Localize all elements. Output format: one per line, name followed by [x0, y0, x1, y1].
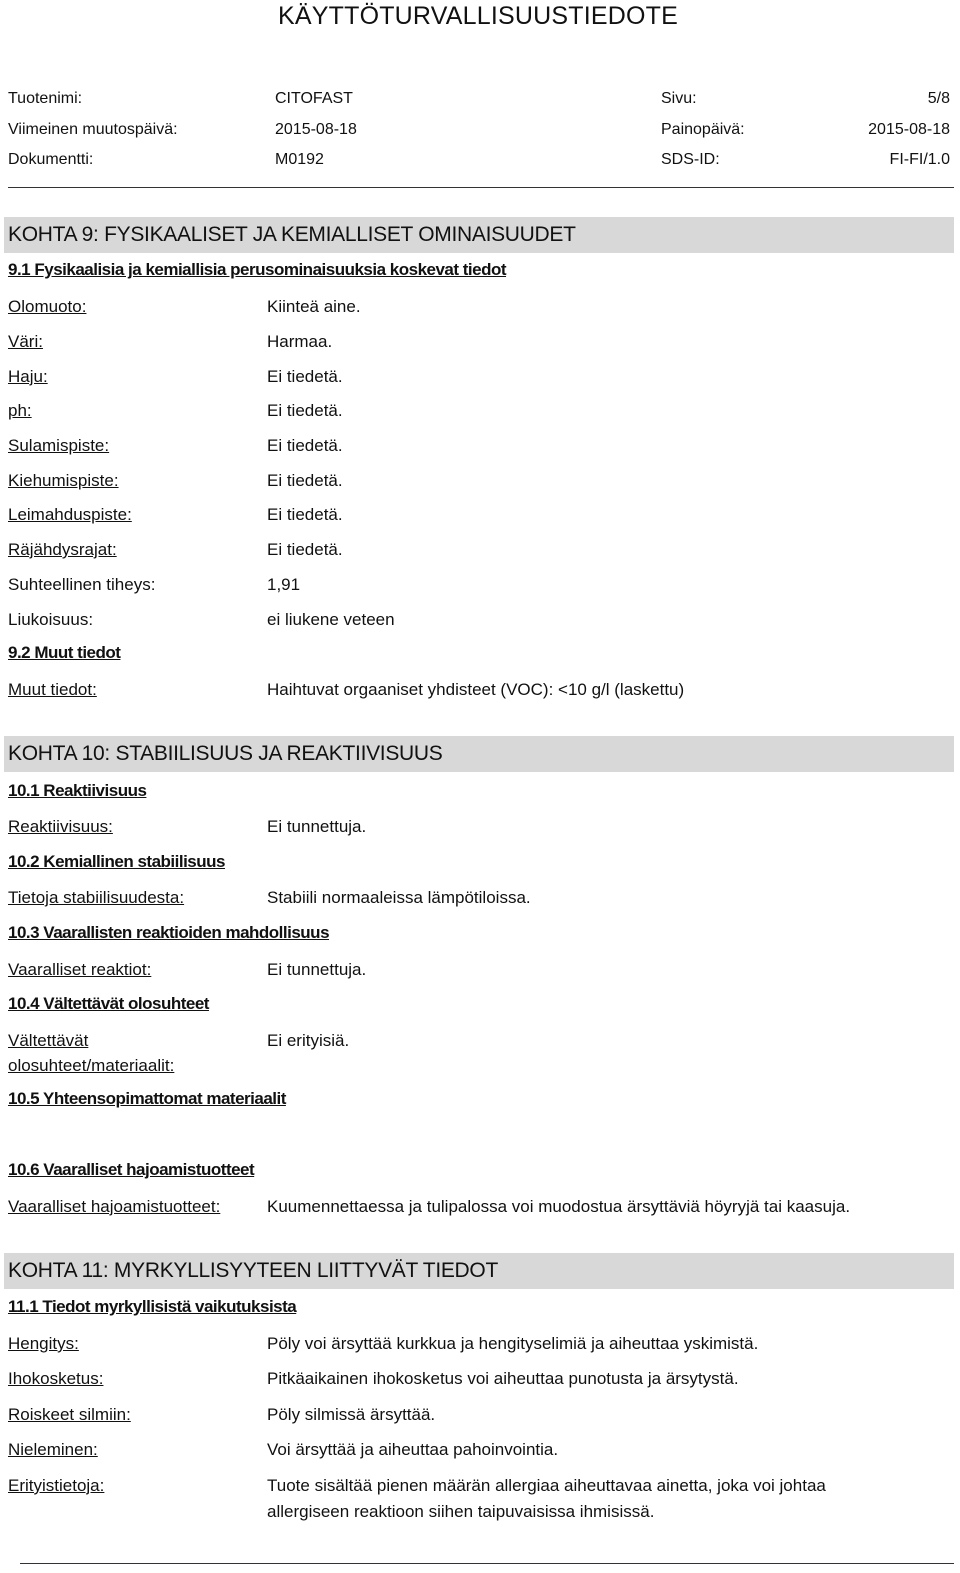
property-value: 1,91: [267, 575, 301, 594]
special-info-value-line2: allergiseen reaktioon siihen taipuvaisissa ihmisissä.: [267, 1502, 655, 1521]
exposure-value: Pöly silmissä ärsyttää.: [267, 1405, 436, 1424]
property-value: Ei tiedetä.: [267, 471, 343, 490]
page-label: Sivu:: [661, 90, 697, 107]
property-value: Ei tiedetä.: [267, 401, 343, 420]
property-value: Ei tiedetä.: [267, 436, 343, 455]
property-label: Olomuoto:: [8, 297, 87, 316]
section-9-2-title: 9.2 Muut tiedot: [8, 643, 121, 662]
property-label: ph:: [8, 401, 32, 420]
property-label: Liukoisuus:: [8, 610, 94, 629]
exposure-value: Pöly voi ärsyttää kurkkua ja hengityselimiä ja aiheuttaa yskimistä.: [267, 1334, 759, 1353]
revision-date-label: Viimeinen muutospäivä:: [8, 121, 178, 138]
stability-label: Tietoja stabiilisuudesta:: [8, 888, 185, 907]
section-10-5-title: 10.5 Yhteensopimattomat materiaalit: [8, 1089, 286, 1108]
other-info-label: Muut tiedot:: [8, 680, 97, 699]
footer-divider: [20, 1563, 954, 1564]
property-value: Ei tiedetä.: [267, 367, 343, 386]
exposure-label: Hengitys:: [8, 1334, 79, 1353]
property-label: Räjähdysrajat:: [8, 540, 117, 559]
other-info-value: Haihtuvat orgaaniset yhdisteet (VOC): <10 g/l (laskettu): [267, 680, 685, 699]
decomposition-products-value: Kuumennettaessa ja tulipalossa voi muodostua ärsyttäviä höyryjä tai kaasuja.: [267, 1197, 851, 1216]
exposure-value: Pitkäaikainen ihokosketus voi aiheuttaa punotusta ja ärsytystä.: [267, 1369, 739, 1388]
section-9-1-title: 9.1 Fysikaalisia ja kemiallisia perusominaisuuksia koskevat tiedot: [8, 260, 507, 279]
exposure-label: Nieleminen:: [8, 1440, 98, 1459]
conditions-label-line2: olosuhteet/materiaalit:: [8, 1056, 175, 1075]
section-9-heading: KOHTA 9: FYSIKAALISET JA KEMIALLISET OMINAISUUDET: [4, 217, 954, 253]
special-info-label: Erityistietoja:: [8, 1476, 105, 1495]
decomposition-products-label: Vaaralliset hajoamistuotteet:: [8, 1197, 221, 1216]
header-divider: [8, 187, 954, 188]
section-10-heading: KOHTA 10: STABIILISUUS JA REAKTIIVISUUS: [4, 736, 954, 772]
document-value: M0192: [275, 151, 324, 168]
reactivity-label: Reaktiivisuus:: [8, 817, 113, 836]
hazardous-reactions-value: Ei tunnettuja.: [267, 960, 367, 979]
section-10-3-title: 10.3 Vaarallisten reaktioiden mahdollisuus: [8, 923, 330, 942]
page-value: 5/8: [927, 90, 950, 107]
document-title: KÄYTTÖTURVALLISUUSTIEDOTE: [278, 2, 678, 30]
document-label: Dokumentti:: [8, 151, 94, 168]
property-value: Ei tiedetä.: [267, 540, 343, 559]
property-value: ei liukene veteen: [267, 610, 395, 629]
sds-id-label: SDS-ID:: [661, 151, 720, 168]
property-label: Haju:: [8, 367, 48, 386]
section-10-1-title: 10.1 Reaktiivisuus: [8, 781, 147, 800]
property-label: Leimahduspiste:: [8, 505, 132, 524]
section-10-4-title: 10.4 Vältettävät olosuhteet: [8, 994, 209, 1013]
print-date-label: Painopäivä:: [661, 121, 745, 138]
property-label: Kiehumispiste:: [8, 471, 119, 490]
exposure-label: Ihokosketus:: [8, 1369, 104, 1388]
product-name-label: Tuotenimi:: [8, 90, 83, 107]
conditions-label-line1: Vältettävät: [8, 1031, 89, 1050]
section-11-heading: KOHTA 11: MYRKYLLISYYTEEN LIITTYVÄT TIEDOT: [4, 1253, 954, 1289]
sds-id-value: FI-FI/1.0: [889, 151, 950, 168]
product-name-value: CITOFAST: [275, 90, 353, 107]
property-label: Sulamispiste:: [8, 436, 110, 455]
property-label: Suhteellinen tiheys:: [8, 575, 156, 594]
property-value: Kiinteä aine.: [267, 297, 361, 316]
reactivity-value: Ei tunnettuja.: [267, 817, 367, 836]
revision-date-value: 2015-08-18: [275, 121, 357, 138]
stability-value: Stabiili normaaleissa lämpötiloissa.: [267, 888, 531, 907]
property-value: Harmaa.: [267, 332, 333, 351]
conditions-value: Ei erityisiä.: [267, 1031, 350, 1050]
print-date-value: 2015-08-18: [868, 121, 950, 138]
property-label: Väri:: [8, 332, 43, 351]
section-10-2-title: 10.2 Kemiallinen stabiilisuus: [8, 852, 225, 871]
section-11-1-title: 11.1 Tiedot myrkyllisistä vaikutuksista: [8, 1297, 297, 1316]
section-10-6-title: 10.6 Vaaralliset hajoamistuotteet: [8, 1160, 255, 1179]
special-info-value-line1: Tuote sisältää pienen määrän allergiaa aiheuttavaa ainetta, joka voi johtaa: [267, 1476, 826, 1495]
hazardous-reactions-label: Vaaralliset reaktiot:: [8, 960, 152, 979]
exposure-label: Roiskeet silmiin:: [8, 1405, 131, 1424]
exposure-value: Voi ärsyttää ja aiheuttaa pahoinvointia.: [267, 1440, 559, 1459]
property-value: Ei tiedetä.: [267, 505, 343, 524]
